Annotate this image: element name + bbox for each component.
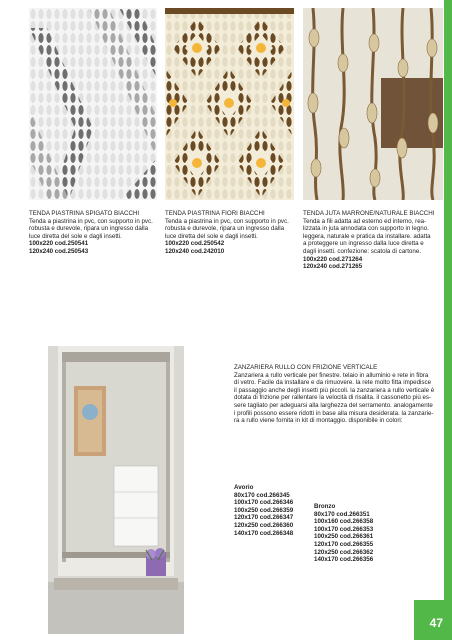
product-code: 100x220 cod.250542 xyxy=(165,240,225,248)
product-desc-line: lizzata in juta annodata con supporto in legno. xyxy=(303,225,429,233)
product-code: 120x240 cod.271265 xyxy=(303,263,363,271)
product-desc-line: luce diretta del sole e dagli insetti. xyxy=(165,232,258,240)
product-code: 80x170 cod.266345 xyxy=(234,491,290,499)
product-code: 120x240 cod.250543 xyxy=(29,247,89,255)
zanzariera-desc-line: dotata di frizione per rallentare la velocità di risalita. il cassonetto più es- xyxy=(234,394,432,402)
product-title: TENDA PIASTRINA FIORI BIACCHI xyxy=(165,210,265,217)
bronzo-codes xyxy=(314,503,394,564)
zanzariera-desc-line: Zanzariera a rullo verticale per finestre. telaio in alluminio e rete in fibra xyxy=(234,371,429,379)
zanzariera-description xyxy=(234,364,444,425)
product-image-zanzariera xyxy=(48,346,184,634)
product-desc-line: Tenda a piastrina in pvc, con supporto in pvc. xyxy=(165,217,289,225)
product-code: 140x170 cod.266356 xyxy=(314,556,374,564)
side-accent-bar xyxy=(444,0,452,600)
product-code: 100x250 cod.266361 xyxy=(314,533,374,541)
page-number-tab xyxy=(414,600,452,640)
product-code: 80x170 cod.266351 xyxy=(314,510,370,518)
product-code: 140x170 cod.266348 xyxy=(234,529,294,537)
product-code: 100x220 cod.250541 xyxy=(29,240,89,248)
product-image-fiori xyxy=(165,8,294,200)
product-code: 120x250 cod.266362 xyxy=(314,548,374,556)
product-desc-line: a proteggere un ingresso dalla luce diretta e xyxy=(303,240,424,248)
product-image-spigato xyxy=(29,8,157,200)
product-desc-line: Tenda a piastrina in pvc, con supporto in pvc. xyxy=(29,217,153,225)
product-code: 100x170 cod.266353 xyxy=(314,525,374,533)
product-desc-line: Tenda a fili adatta ad esterno ed interno, rea- xyxy=(303,217,427,225)
zanzariera-desc-line: di vetro. Facile da installare e da rimuovere. la rete molto fitta impedisce xyxy=(234,379,432,387)
zanzariera-desc-line: il passaggio anche degli insetti più piccoli. la zanzariera a rullo verticale è xyxy=(234,386,435,394)
page-number: 47 xyxy=(429,616,443,630)
product-code: 100x170 cod.266346 xyxy=(234,499,294,507)
product-code: 120x170 cod.266347 xyxy=(234,514,294,522)
product-description-fiori xyxy=(165,210,294,256)
product-desc-line: luce diretta del sole e dagli insetti. xyxy=(29,232,122,240)
product-code: 120x250 cod.266360 xyxy=(234,521,294,529)
zanzariera-desc-line: sere tagliato per adeguarsi alla larghezza del serramento. analogamente xyxy=(234,401,433,409)
product-code: 100x250 cod.266359 xyxy=(234,506,294,514)
color-label-bronzo: Bronzo xyxy=(314,503,336,510)
avorio-codes xyxy=(234,484,314,537)
product-code: 120x240 cod.242010 xyxy=(165,247,225,255)
product-image-juta xyxy=(303,8,443,200)
color-label-avorio: Avorio xyxy=(234,484,254,491)
product-title: TENDA PIASTRINA SPIGATO BIACCHI xyxy=(29,210,140,217)
product-desc-line: dagli insetti. confezione: scatola di cartone. xyxy=(303,247,421,255)
product-description-spigato xyxy=(29,210,157,256)
zanzariera-desc-line: i profili possono essere ridotti in base alla misura desiderata. la zanzarie- xyxy=(234,409,434,417)
product-code: 100x160 cod.266358 xyxy=(314,518,374,526)
product-title: TENDA JUTA MARRONE/NATURALE BIACCHI xyxy=(303,210,435,217)
product-code: 100x220 cod.271264 xyxy=(303,255,363,263)
product-desc-line: robusta e durevole, ripara un ingresso dalla xyxy=(165,225,285,233)
zanzariera-desc-line: ra a rullo viene fornita in kit di montaggio. disponibile in colori: xyxy=(234,417,403,425)
product-description-juta xyxy=(303,210,443,271)
product-code: 120x170 cod.266355 xyxy=(314,540,374,548)
zanzariera-title: ZANZARIERA RULLO CON FRIZIONE VERTICALE xyxy=(234,364,378,371)
product-desc-line: robusta e durevole, ripara un ingresso dalla xyxy=(29,225,149,233)
product-desc-line: leggera, naturale e pratica da installare. adatta xyxy=(303,232,431,240)
